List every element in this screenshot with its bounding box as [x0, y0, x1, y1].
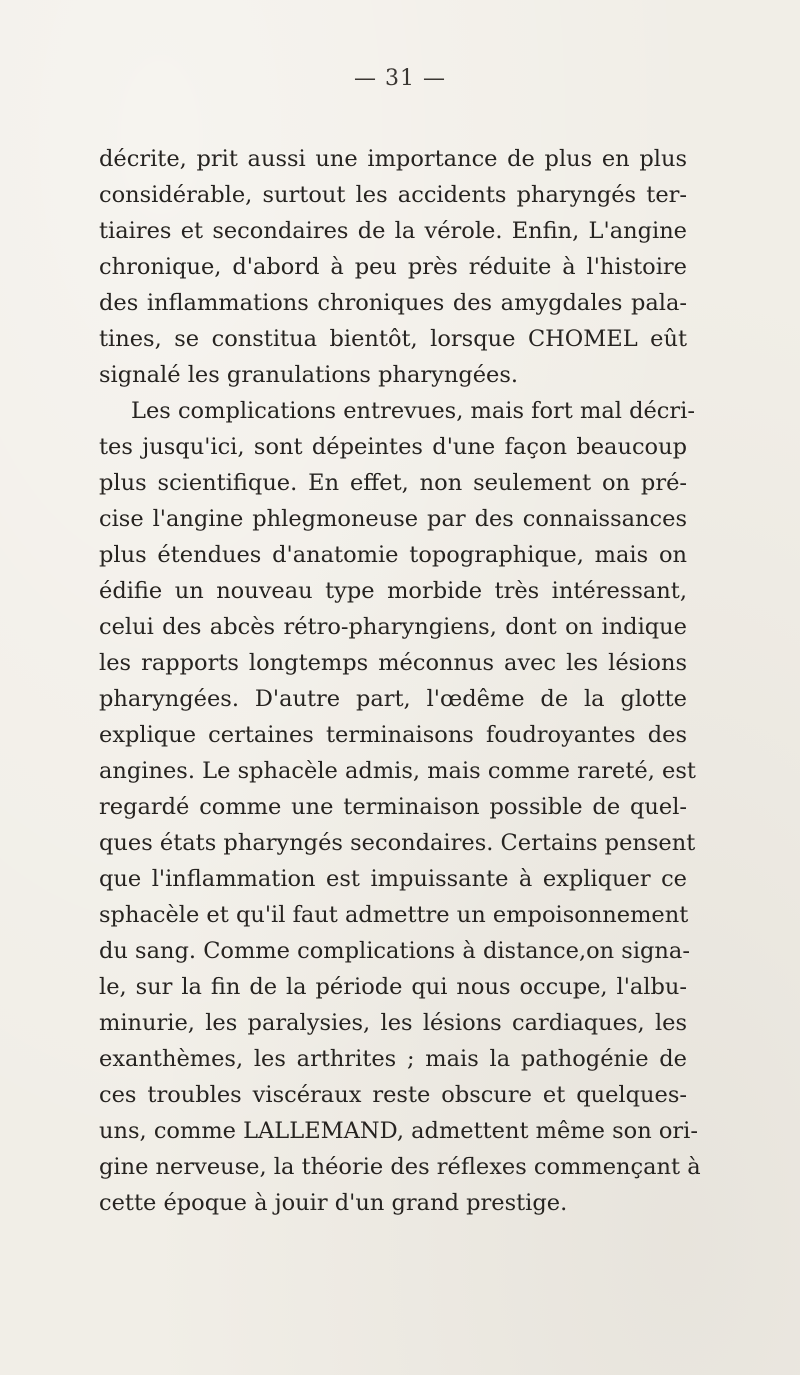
text-line: ces troubles viscéraux reste obscure et quelques-: [99, 1082, 687, 1108]
text-line: les rapports longtemps méconnus avec les lésions: [99, 650, 687, 676]
text-line: tines, se constitua bientôt, lorsque CHOMEL eût: [99, 326, 687, 352]
text-line: tes jusqu'ici, sont dépeintes d'une façon beaucoup: [99, 434, 687, 460]
text-line: uns, comme LALLEMAND, admettent même son ori-: [99, 1118, 698, 1144]
text-line: décrite, prit aussi une importance de plus en plus: [99, 146, 687, 172]
text-line: plus étendues d'anatomie topographique, mais on: [99, 542, 687, 568]
text-line: cette époque à jouir d'un grand prestige.: [99, 1190, 568, 1216]
text-line: tiaires et secondaires de la vérole. Enfin, L'angine: [99, 218, 687, 244]
text-line: chronique, d'abord à peu près réduite à l'histoire: [99, 254, 687, 280]
text-line: regardé comme une terminaison possible de quel-: [99, 794, 687, 820]
text-line: le, sur la fin de la période qui nous occupe, l'albu-: [99, 974, 687, 1000]
text-line: signalé les granulations pharyngées.: [99, 362, 519, 388]
body-text: [99, 141, 701, 1221]
text-line: ques états pharyngés secondaires. Certains pensent: [99, 830, 696, 856]
text-line: des inflammations chroniques des amygdales pala-: [99, 290, 687, 316]
paragraph-start-line: Les complications entrevues, mais fort mal décri-: [131, 398, 695, 424]
text-line: minurie, les paralysies, les lésions cardiaques, les: [99, 1010, 687, 1036]
text-line: gine nerveuse, la théorie des réflexes commençant à: [99, 1154, 701, 1180]
text-line: exanthèmes, les arthrites ; mais la pathogénie de: [99, 1046, 687, 1072]
text-line: celui des abcès rétro-pharyngiens, dont on indique: [99, 614, 687, 640]
text-line: cise l'angine phlegmoneuse par des connaissances: [99, 506, 687, 532]
text-line: du sang. Comme complications à distance,on signa-: [99, 938, 690, 964]
text-line: explique certaines terminaisons foudroyantes des: [99, 722, 687, 748]
page-number: — 31 —: [354, 66, 446, 91]
text-line: pharyngées. D'autre part, l'œdême de la glotte: [99, 686, 687, 712]
text-line: plus scientifique. En effet, non seulement on pré-: [99, 470, 687, 496]
text-line: angines. Le sphacèle admis, mais comme rareté, est: [99, 758, 696, 784]
text-line: que l'inflammation est impuissante à expliquer ce: [99, 866, 687, 892]
text-line: considérable, surtout les accidents pharyngés ter-: [99, 182, 687, 208]
text-line: sphacèle et qu'il faut admettre un empoisonnement: [99, 902, 689, 928]
text-line: édifie un nouveau type morbide très intéressant,: [99, 578, 687, 604]
